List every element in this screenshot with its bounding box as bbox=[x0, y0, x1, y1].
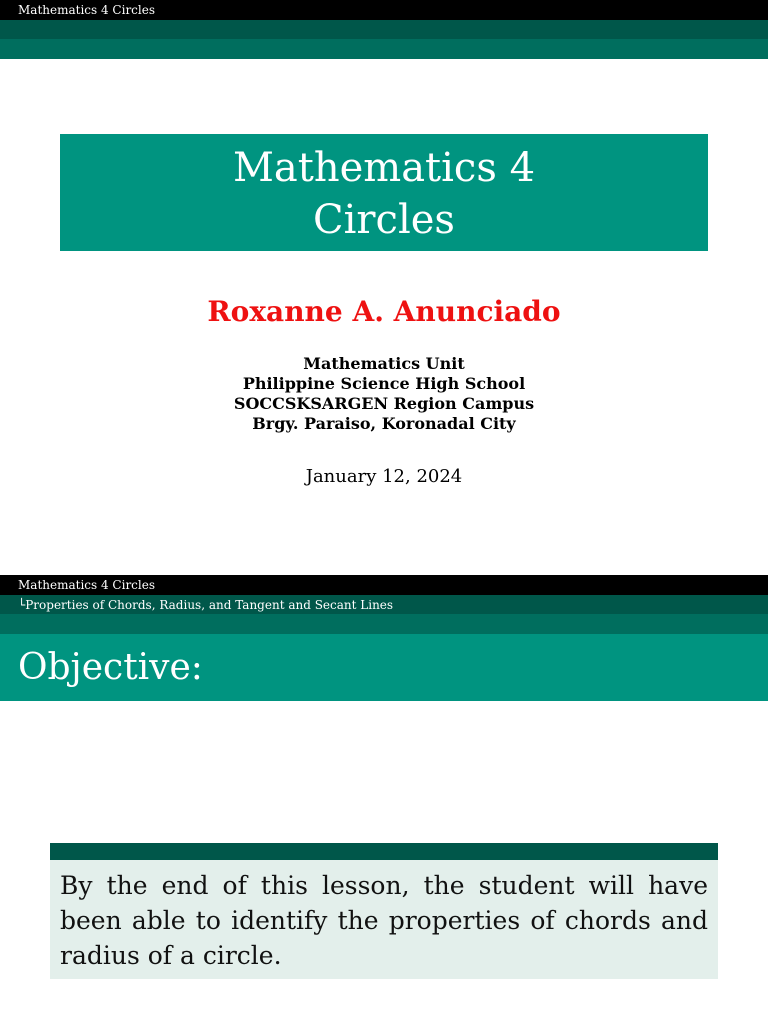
institute-line: Philippine Science High School bbox=[242, 374, 526, 393]
slide-headline: Mathematics 4 Circles bbox=[0, 575, 768, 595]
headline-band bbox=[0, 39, 768, 59]
section-headline bbox=[0, 595, 768, 614]
title-box bbox=[60, 134, 708, 251]
frame-title: Objective: bbox=[0, 634, 768, 701]
objective-slide bbox=[0, 575, 768, 1024]
author-name: Roxanne A. Anunciado bbox=[207, 295, 561, 328]
block-body: By the end of this lesson, the student will have been able to identify the properties of chords and radius of a circle. bbox=[50, 860, 718, 979]
headline-band-dark bbox=[0, 20, 768, 39]
objective-block bbox=[50, 843, 718, 979]
tree-branch-icon: └ bbox=[18, 598, 26, 612]
presentation-date: January 12, 2024 bbox=[305, 466, 463, 487]
institute-block bbox=[0, 354, 768, 434]
institute-line: Mathematics Unit bbox=[303, 354, 465, 373]
presentation-title: Mathematics 4 bbox=[232, 145, 536, 191]
section-title: Properties of Chords, Radius, and Tangent and Secant Lines bbox=[25, 598, 394, 612]
headline-band bbox=[0, 614, 768, 634]
institute-line: Brgy. Paraiso, Koronadal City bbox=[252, 414, 516, 433]
presentation-subtitle: Circles bbox=[313, 197, 455, 243]
slide-headline: Mathematics 4 Circles bbox=[0, 0, 768, 20]
institute-line: SOCCSKSARGEN Region Campus bbox=[233, 394, 535, 413]
block-header bbox=[50, 843, 718, 860]
